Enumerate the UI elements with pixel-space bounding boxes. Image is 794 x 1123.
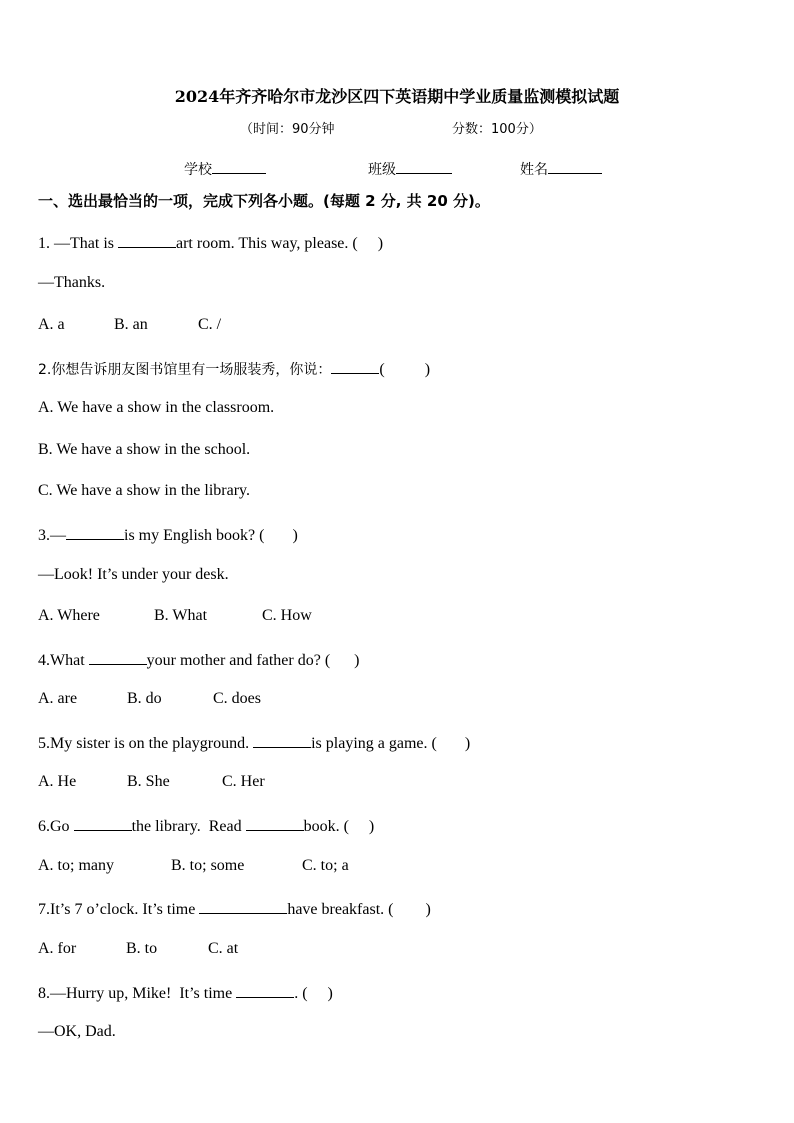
option-a[interactable]: A. Where — [38, 607, 100, 624]
option-c[interactable]: C. Her — [222, 773, 265, 790]
name-blank[interactable] — [548, 159, 602, 174]
question-8-reply: —OK, Dad. — [38, 1023, 116, 1040]
question-1-reply: —Thanks. — [38, 274, 106, 291]
answer-blank[interactable] — [118, 232, 176, 248]
option-c[interactable]: C. at — [208, 940, 239, 957]
school-field[interactable] — [184, 159, 266, 179]
school-label: 学校 — [184, 162, 212, 178]
option-b[interactable]: B. do — [127, 690, 162, 707]
option-b[interactable]: B. to — [126, 940, 158, 957]
answer-blank[interactable] — [66, 524, 124, 540]
class-field[interactable] — [368, 159, 452, 179]
question-6: 6.Go the library. Read book. ( ) — [38, 815, 374, 836]
option-a[interactable]: A. a — [38, 316, 65, 333]
option-a[interactable]: A. are — [38, 690, 78, 707]
question-1: 1. —That is art room. This way, please. ( ) — [38, 232, 383, 253]
question-3-options — [38, 607, 312, 625]
option-c[interactable]: C. does — [213, 690, 261, 707]
answer-blank-2[interactable] — [246, 815, 304, 831]
question-5-options — [38, 773, 265, 791]
question-7: 7.It’s 7 o’clock. It’s time have breakfast. ( ) — [38, 898, 431, 919]
question-3: 3.— is my English book? ( ) — [38, 524, 298, 545]
exam-time: （时间：90分钟 — [240, 122, 335, 137]
option-c[interactable]: C. / — [198, 316, 222, 333]
option-b[interactable]: B. What — [154, 607, 208, 624]
option-c[interactable]: C. How — [262, 607, 312, 624]
option-b[interactable]: B. to; some — [171, 857, 245, 874]
option-a[interactable]: A. to; many — [38, 857, 114, 874]
answer-blank[interactable] — [199, 898, 287, 914]
option-b[interactable]: B. an — [114, 316, 148, 333]
answer-blank[interactable] — [331, 358, 379, 374]
question-5: 5.My sister is on the playground. is playing a game. ( ) — [38, 732, 470, 753]
answer-blank[interactable] — [89, 649, 147, 665]
question-8: 8.—Hurry up, Mike! It’s time . ( ) — [38, 982, 333, 1003]
name-field[interactable] — [520, 159, 602, 179]
question-4-options — [38, 690, 261, 708]
answer-blank-1[interactable] — [74, 815, 132, 831]
option-c[interactable]: C. to; a — [302, 857, 349, 874]
option-a[interactable]: A. for — [38, 940, 77, 957]
option-a[interactable]: A. He — [38, 773, 77, 790]
section-heading: 一、选出最恰当的一项，完成下列各小题。(每题 2 分, 共 20 分)。 — [38, 192, 490, 210]
question-3-reply: —Look! It’s under your desk. — [38, 566, 229, 583]
answer-blank[interactable] — [236, 982, 294, 998]
exam-score: 分数：100分） — [452, 122, 542, 137]
question-2: 2.你想告诉朋友图书馆里有一场服装秀，你说： ( ) — [38, 358, 430, 379]
answer-blank[interactable] — [253, 732, 311, 748]
question-4: 4.What your mother and father do? ( ) — [38, 649, 359, 670]
question-1-options — [38, 316, 221, 334]
option-b[interactable]: B. She — [127, 773, 170, 790]
question-2-option-c[interactable]: C. We have a show in the library. — [38, 482, 250, 499]
question-2-option-b[interactable]: B. We have a show in the school. — [38, 441, 251, 458]
question-7-options — [38, 940, 238, 958]
class-blank[interactable] — [396, 159, 452, 174]
name-label: 姓名 — [520, 162, 548, 178]
question-2-option-a[interactable]: A. We have a show in the classroom. — [38, 399, 275, 416]
school-blank[interactable] — [212, 159, 266, 174]
page-title: 2024年齐齐哈尔市龙沙区四下英语期中学业质量监测模拟试题 — [174, 87, 620, 106]
question-6-options — [38, 857, 349, 875]
class-label: 班级 — [368, 162, 396, 178]
